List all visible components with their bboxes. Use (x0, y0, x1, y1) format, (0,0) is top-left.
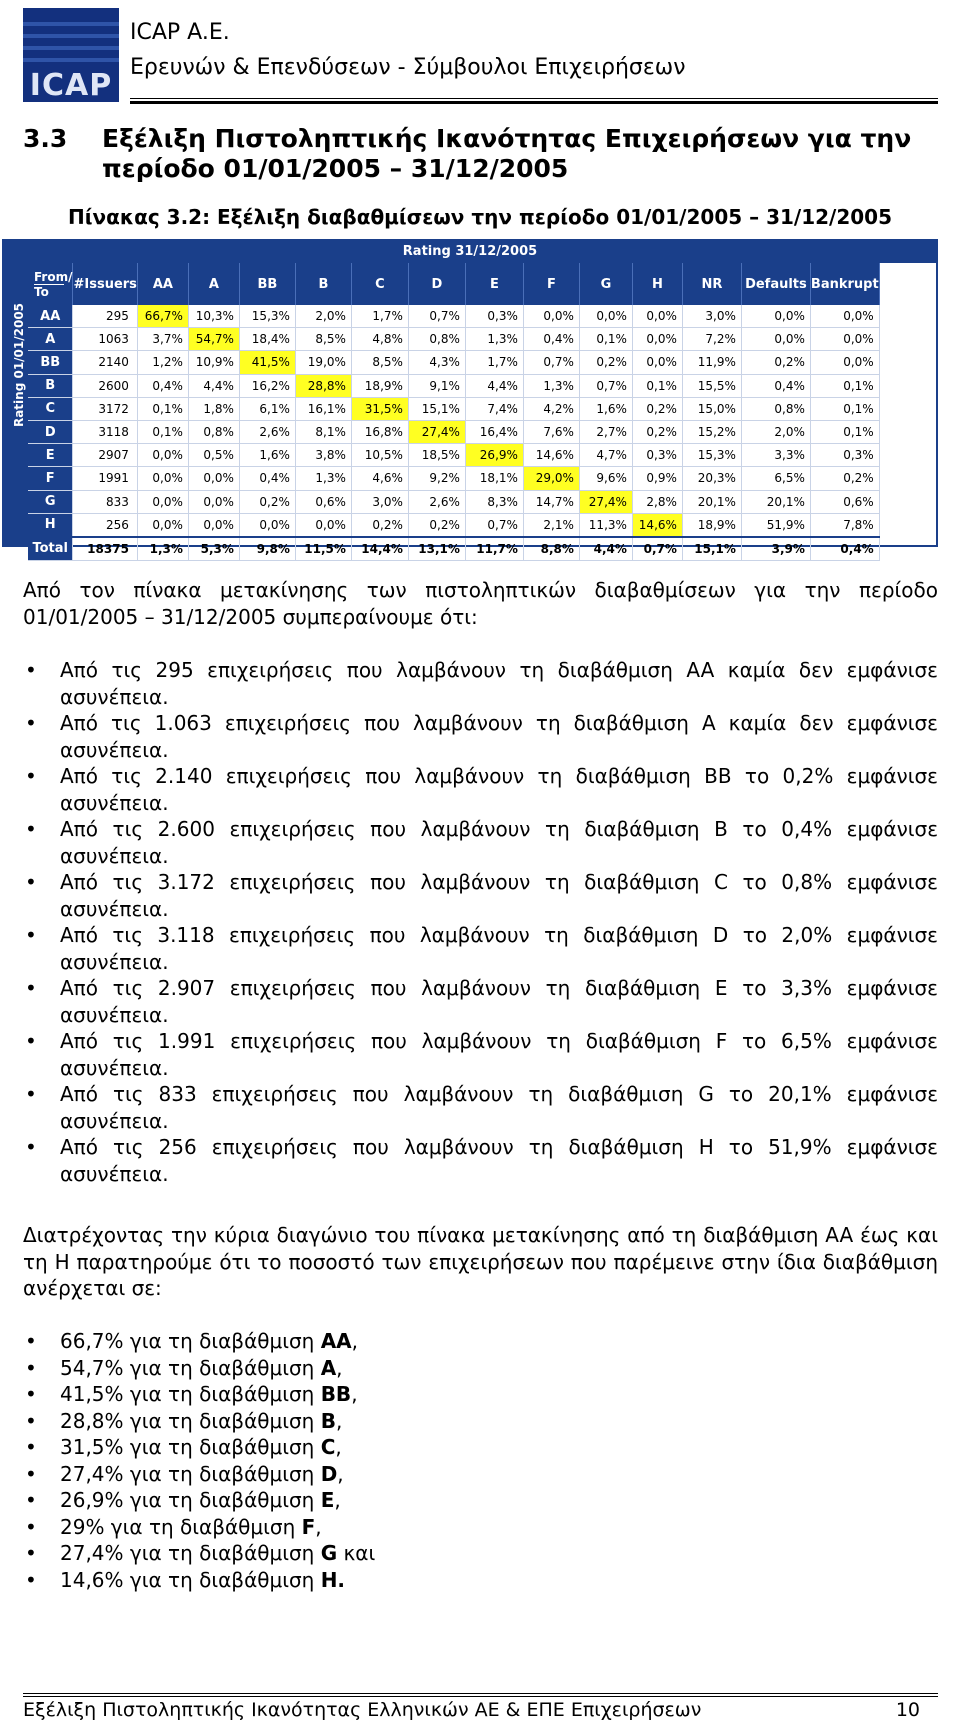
row-label: H (28, 513, 73, 537)
list-item (23, 1408, 938, 1435)
table-row (28, 467, 879, 490)
issuers-cell: 2600 (73, 374, 137, 397)
percent-cell: 0,0% (741, 328, 810, 351)
percent-cell: 4,2% (523, 397, 579, 420)
percent-cell: 4,4% (188, 374, 239, 397)
section-number: 3.3 (23, 124, 68, 153)
percent-cell: 0,2% (741, 351, 810, 374)
issuers-cell: 3118 (73, 420, 137, 443)
column-header: #Issuers (73, 263, 137, 305)
percent-cell: 1,7% (465, 351, 523, 374)
percent-cell: 0,2% (408, 513, 465, 537)
rating-code: A (320, 1355, 337, 1380)
percent-cell: 15,2% (682, 420, 741, 443)
rating-code: F (301, 1514, 316, 1539)
percent-cell: 14,4% (351, 537, 408, 561)
percent-cell: 0,3% (632, 444, 682, 467)
table-top-label: Rating 31/12/2005 (4, 241, 936, 263)
percent-cell: 8,5% (295, 328, 351, 351)
list-item (23, 1028, 938, 1081)
percent-cell: 3,0% (682, 305, 741, 328)
column-header: H (632, 263, 682, 305)
transition-grid (28, 263, 880, 561)
row-label: AA (28, 305, 73, 328)
percent-cell: 4,8% (351, 328, 408, 351)
percent-cell: 27,4% (579, 490, 632, 513)
percent-cell: 0,0% (188, 467, 239, 490)
bullet-icon: • (25, 1514, 37, 1539)
percent-cell: 8,1% (295, 420, 351, 443)
percent-cell: 20,1% (741, 490, 810, 513)
table-side-label: Rating 01/01/2005 (12, 302, 26, 428)
column-header: A (188, 263, 239, 305)
table-row (28, 374, 879, 397)
rating-code: BB (320, 1382, 352, 1406)
page-number: 10 (895, 1699, 920, 1721)
percent-cell: 0,7% (408, 305, 465, 328)
issuers-cell: 3172 (73, 397, 137, 420)
list-item-text: 66,7% για τη διαβάθμιση (60, 1329, 321, 1353)
percent-cell: 0,9% (632, 467, 682, 490)
row-label: Total (28, 537, 73, 561)
percent-cell: 1,3% (465, 328, 523, 351)
list-item (23, 1540, 938, 1567)
header-rule-thick (130, 101, 938, 104)
bullet-icon: • (25, 870, 37, 894)
percent-cell: 0,0% (239, 513, 295, 537)
table-row (28, 490, 879, 513)
percent-cell: 20,3% (682, 467, 741, 490)
percent-cell: 0,2% (632, 397, 682, 420)
percent-cell: 2,0% (741, 420, 810, 443)
table-side-bar (4, 263, 28, 545)
percent-cell: 0,8% (408, 328, 465, 351)
percent-cell: 15,1% (408, 397, 465, 420)
percent-cell: 2,1% (523, 513, 579, 537)
percent-cell: 18,9% (351, 374, 408, 397)
percent-cell: 0,0% (579, 305, 632, 328)
company-subtitle: Ερευνών & Επενδύσεων - Σύμβουλοι Επιχειρήσεων (130, 55, 686, 80)
percent-cell: 0,6% (810, 490, 879, 513)
percent-cell: 3,0% (351, 490, 408, 513)
percent-cell: 15,0% (682, 397, 741, 420)
rating-code: AA (320, 1329, 352, 1353)
rating-code: E (320, 1488, 335, 1512)
percent-cell: 11,7% (465, 537, 523, 561)
percent-cell: 7,6% (523, 420, 579, 443)
percent-cell: 54,7% (188, 328, 239, 351)
column-header: E (465, 263, 523, 305)
column-header: NR (682, 263, 741, 305)
percent-cell: 18,9% (682, 513, 741, 537)
list-item-suffix: και (337, 1541, 376, 1565)
icap-logo (23, 8, 119, 102)
percent-cell: 0,2% (351, 513, 408, 537)
list-item (23, 975, 938, 1028)
percent-cell: 0,0% (632, 328, 682, 351)
row-label: A (28, 328, 73, 351)
list-item-suffix: , (335, 1435, 342, 1459)
percent-cell: 0,5% (188, 444, 239, 467)
issuers-cell: 1991 (73, 467, 137, 490)
list-item (23, 1328, 938, 1355)
percent-cell: 7,4% (465, 397, 523, 420)
bullet-icon: • (25, 1567, 37, 1592)
list-item-text: 28,8% για τη διαβάθμιση (60, 1408, 321, 1433)
percent-cell: 0,3% (810, 444, 879, 467)
percent-cell: 0,0% (188, 513, 239, 537)
corner-from: From/ (34, 269, 73, 284)
column-header: G (579, 263, 632, 305)
footer-title: Εξέλιξη Πιστοληπτικής Ικανότητας Ελληνικών ΑΕ & ΕΠΕ Επιχειρήσεων (23, 1699, 702, 1721)
list-item (23, 1461, 938, 1488)
percent-cell: 0,1% (137, 397, 188, 420)
bullet-icon: • (25, 923, 37, 947)
row-label: BB (28, 351, 73, 374)
percent-cell: 0,0% (810, 328, 879, 351)
percent-cell: 14,7% (523, 490, 579, 513)
total-row (28, 537, 879, 561)
percent-cell: 0,0% (188, 490, 239, 513)
percent-cell: 1,3% (295, 467, 351, 490)
percent-cell: 1,6% (239, 444, 295, 467)
percent-cell: 1,2% (137, 351, 188, 374)
percent-cell: 26,9% (465, 444, 523, 467)
percent-cell: 9,8% (239, 537, 295, 561)
bullet-icon: • (25, 1355, 37, 1380)
column-header: F (523, 263, 579, 305)
percent-cell: 18,1% (465, 467, 523, 490)
logo-text: ICAP (29, 68, 113, 102)
percent-cell: 6,5% (741, 467, 810, 490)
issuers-cell: 1063 (73, 328, 137, 351)
percent-cell: 18,5% (408, 444, 465, 467)
percent-cell: 15,1% (682, 537, 741, 561)
percent-cell: 0,4% (137, 374, 188, 397)
list-item (23, 869, 938, 922)
list-item-text: Από τις 3.172 επιχειρήσεις που λαμβάνουν τη διαβάθμιση C το 0,8% εμφάνισε ασυνέπεια. (60, 870, 938, 921)
list-item-text: Από τις 295 επιχειρήσεις που λαμβάνουν τη διαβάθμιση AA καμία δεν εμφάνισε ασυνέπεια. (60, 658, 938, 709)
list-item-text: Από τις 2.600 επιχειρήσεις που λαμβάνουν τη διαβάθμιση B το 0,4% εμφάνισε ασυνέπεια. (60, 817, 938, 868)
percent-cell: 10,5% (351, 444, 408, 467)
table-row (28, 397, 879, 420)
bullet-icon: • (25, 1435, 37, 1459)
percent-cell: 27,4% (408, 420, 465, 443)
percent-cell: 15,5% (682, 374, 741, 397)
percent-cell: 0,0% (137, 490, 188, 513)
percent-cell: 0,1% (810, 374, 879, 397)
percent-cell: 3,9% (741, 537, 810, 561)
percent-cell: 4,7% (579, 444, 632, 467)
bullet-icon: • (25, 1382, 37, 1406)
percent-cell: 1,7% (351, 305, 408, 328)
list-item-text: Από τις 3.118 επιχειρήσεις που λαμβάνουν τη διαβάθμιση D το 2,0% εμφάνισε ασυνέπεια. (60, 923, 938, 974)
bullet-icon: • (25, 1082, 37, 1106)
list-item (23, 1381, 938, 1408)
list-item-text: 41,5% για τη διαβάθμιση (60, 1382, 321, 1406)
bullet-icon: • (25, 764, 37, 788)
percent-cell: 0,3% (465, 305, 523, 328)
issuers-cell: 2140 (73, 351, 137, 374)
bullet-icon: • (25, 658, 37, 682)
rating-code: G (320, 1541, 338, 1565)
list-item (23, 922, 938, 975)
percent-cell: 0,0% (137, 444, 188, 467)
list-item-text: 27,4% για τη διαβάθμιση (60, 1541, 321, 1565)
list-item (23, 1567, 938, 1594)
issuers-cell: 833 (73, 490, 137, 513)
percent-cell: 16,2% (239, 374, 295, 397)
list-item-text: Από τις 1.991 επιχειρήσεις που λαμβάνουν τη διαβάθμιση F το 6,5% εμφάνισε ασυνέπεια. (60, 1029, 938, 1080)
percent-cell: 0,2% (810, 467, 879, 490)
percent-cell: 0,1% (632, 374, 682, 397)
percent-cell: 2,7% (579, 420, 632, 443)
row-label: B (28, 374, 73, 397)
percent-cell: 2,6% (239, 420, 295, 443)
list-item (23, 816, 938, 869)
list-item (23, 710, 938, 763)
percent-cell: 8,5% (351, 351, 408, 374)
bullet-icon: • (25, 1135, 37, 1159)
column-header: B (295, 263, 351, 305)
list-item (23, 1134, 938, 1187)
section-title: Εξέλιξη Πιστοληπτικής Ικανότητας Επιχειρήσεων για την περίοδο 01/01/2005 – 31/12/2005 (102, 124, 912, 183)
percent-cell: 4,3% (408, 351, 465, 374)
percent-cell: 0,0% (810, 305, 879, 328)
percent-cell: 6,1% (239, 397, 295, 420)
percent-cell: 1,8% (188, 397, 239, 420)
table-row (28, 420, 879, 443)
list-item-text: Από τις 2.907 επιχειρήσεις που λαμβάνουν τη διαβάθμιση E το 3,3% εμφάνισε ασυνέπεια. (60, 976, 938, 1027)
percent-cell: 3,3% (741, 444, 810, 467)
percent-cell: 11,5% (295, 537, 351, 561)
percent-cell: 16,1% (295, 397, 351, 420)
company-name: ICAP A.E. (130, 20, 230, 45)
percent-cell: 2,8% (632, 490, 682, 513)
percent-cell: 1,3% (523, 374, 579, 397)
percent-cell: 0,7% (632, 537, 682, 561)
column-header: AA (137, 263, 188, 305)
list-item-suffix: , (334, 1488, 341, 1512)
bullet-icon: • (25, 1461, 37, 1486)
percent-cell: 5,3% (188, 537, 239, 561)
percent-cell: 15,3% (239, 305, 295, 328)
percent-cell: 1,6% (579, 397, 632, 420)
percent-cell: 0,0% (741, 305, 810, 328)
list-item (23, 1434, 938, 1461)
row-label: D (28, 420, 73, 443)
percent-cell: 0,4% (810, 537, 879, 561)
percent-cell: 1,3% (137, 537, 188, 561)
list-item-text: Από τις 1.063 επιχειρήσεις που λαμβάνουν τη διαβάθμιση A καμία δεν εμφάνισε ασυνέπεια. (60, 711, 938, 762)
row-label: C (28, 397, 73, 420)
list-item (23, 1487, 938, 1514)
percent-cell: 0,7% (465, 513, 523, 537)
bullet-icon: • (25, 1329, 37, 1353)
rating-code: B (320, 1408, 336, 1433)
rating-code: H. (320, 1567, 346, 1592)
list-item-suffix: , (351, 1382, 358, 1406)
percent-cell: 19,0% (295, 351, 351, 374)
percent-cell: 2,6% (408, 490, 465, 513)
list-item-text: Από τις 256 επιχειρήσεις που λαμβάνουν τη διαβάθμιση H το 51,9% εμφάνισε ασυνέπεια. (60, 1135, 938, 1186)
percent-cell: 0,2% (632, 420, 682, 443)
percent-cell: 14,6% (523, 444, 579, 467)
issuers-cell: 18375 (73, 537, 137, 561)
percent-cell: 18,4% (239, 328, 295, 351)
list-item-suffix: , (336, 1355, 343, 1380)
list-item (23, 1514, 938, 1541)
corner-from-to (28, 263, 73, 305)
bullet-icon: • (25, 1541, 37, 1565)
percent-cell: 20,1% (682, 490, 741, 513)
percent-cell: 0,0% (632, 305, 682, 328)
intro-paragraph: Από τον πίνακα μετακίνησης των πιστοληπτικών διαβαθμίσεων για την περίοδο 01/01/2005 – 31/12/2005 συμπεραίνουμε ότι: (23, 578, 938, 629)
table-row (28, 513, 879, 537)
percent-cell: 0,4% (523, 328, 579, 351)
percent-cell: 0,2% (579, 351, 632, 374)
percent-cell: 28,8% (295, 374, 351, 397)
diagonal-paragraph: Διατρέχοντας την κύρια διαγώνιο του πίνακα μετακίνησης από τη διαβάθμιση AA έως και τη H παρατηρούμε ότι το ποσοστό των επιχειρήσεων που παρέμεινε στην ίδια διαβάθμιση ανέρχεται σε: (23, 1223, 938, 1300)
percent-cell: 10,3% (188, 305, 239, 328)
list-item (23, 1355, 938, 1382)
percent-cell: 66,7% (137, 305, 188, 328)
percent-cell: 0,8% (741, 397, 810, 420)
percent-cell: 13,1% (408, 537, 465, 561)
percent-cell: 29,0% (523, 467, 579, 490)
list-item-suffix: , (337, 1461, 344, 1486)
table-row (28, 328, 879, 351)
percent-cell: 9,6% (579, 467, 632, 490)
percent-cell: 4,6% (351, 467, 408, 490)
percent-cell: 31,5% (351, 397, 408, 420)
bullet-icon: • (25, 976, 37, 1000)
percent-cell: 7,2% (682, 328, 741, 351)
percent-cell: 11,3% (579, 513, 632, 537)
percent-cell: 0,4% (741, 374, 810, 397)
percent-cell: 0,6% (295, 490, 351, 513)
table-row (28, 305, 879, 328)
page-header (23, 8, 938, 102)
percent-cell: 4,4% (465, 374, 523, 397)
list-item-text: 26,9% για τη διαβάθμιση (60, 1488, 321, 1512)
bullet-icon: • (25, 817, 37, 841)
percent-cell: 9,2% (408, 467, 465, 490)
percent-cell: 3,7% (137, 328, 188, 351)
column-header: BB (239, 263, 295, 305)
table-caption: Πίνακας 3.2: Εξέλιξη διαβαθμίσεων την περίοδο 01/01/2005 – 31/12/2005 (67, 205, 893, 229)
table-row (28, 351, 879, 374)
percent-cell: 0,7% (523, 351, 579, 374)
percent-cell: 11,9% (682, 351, 741, 374)
percent-cell: 14,6% (632, 513, 682, 537)
percent-cell: 10,9% (188, 351, 239, 374)
list-item-text: 27,4% για τη διαβάθμιση (60, 1461, 321, 1486)
bullet-icon: • (25, 1408, 37, 1433)
column-header: Bankrupt (810, 263, 879, 305)
list-item-text: Από τις 2.140 επιχειρήσεις που λαμβάνουν τη διαβάθμιση BB το 0,2% εμφάνισε ασυνέπεια. (60, 764, 938, 815)
bullet-icon: • (25, 1029, 37, 1053)
rating-code: C (320, 1435, 336, 1459)
list-item-text: 54,7% για τη διαβάθμιση (60, 1355, 321, 1380)
issuers-cell: 2907 (73, 444, 137, 467)
percent-cell: 16,8% (351, 420, 408, 443)
list-item-suffix: , (315, 1514, 322, 1539)
row-label: E (28, 444, 73, 467)
percent-cell: 8,8% (523, 537, 579, 561)
percent-cell: 0,1% (810, 420, 879, 443)
footer-rule-2 (23, 1696, 938, 1697)
percent-cell: 16,4% (465, 420, 523, 443)
column-header: D (408, 263, 465, 305)
percent-cell: 3,8% (295, 444, 351, 467)
percent-cell: 51,9% (741, 513, 810, 537)
list-item (23, 657, 938, 710)
list-item-suffix: , (351, 1329, 359, 1353)
percent-cell: 0,4% (239, 467, 295, 490)
column-header: Defaults (741, 263, 810, 305)
table-row (28, 444, 879, 467)
percent-cell: 0,0% (810, 351, 879, 374)
percent-cell: 15,3% (682, 444, 741, 467)
percent-cell: 0,8% (188, 420, 239, 443)
percent-cell: 4,4% (579, 537, 632, 561)
percent-cell: 0,1% (810, 397, 879, 420)
row-label: F (28, 467, 73, 490)
issuers-cell: 256 (73, 513, 137, 537)
percent-cell: 0,7% (579, 374, 632, 397)
bullet-icon: • (25, 711, 37, 735)
header-rule (130, 98, 938, 99)
default-bullet-list (23, 657, 938, 1187)
percent-cell: 0,0% (632, 351, 682, 374)
percent-cell: 0,0% (295, 513, 351, 537)
column-header: C (351, 263, 408, 305)
list-item-text: Από τις 833 επιχειρήσεις που λαμβάνουν τη διαβάθμιση G το 20,1% εμφάνισε ασυνέπεια. (60, 1082, 938, 1133)
row-label: G (28, 490, 73, 513)
list-item (23, 763, 938, 816)
diagonal-bullet-list (23, 1328, 938, 1593)
percent-cell: 0,1% (137, 420, 188, 443)
percent-cell: 0,0% (137, 513, 188, 537)
rating-code: D (320, 1461, 338, 1486)
list-item-text: 31,5% για τη διαβάθμιση (60, 1435, 321, 1459)
list-item-text: 29% για τη διαβάθμιση (60, 1514, 302, 1539)
percent-cell: 9,1% (408, 374, 465, 397)
bullet-icon: • (25, 1488, 37, 1512)
percent-cell: 41,5% (239, 351, 295, 374)
corner-to: To (34, 284, 64, 299)
percent-cell: 0,0% (523, 305, 579, 328)
percent-cell: 0,0% (137, 467, 188, 490)
percent-cell: 0,1% (579, 328, 632, 351)
list-item-text: 14,6% για τη διαβάθμιση (60, 1567, 321, 1592)
percent-cell: 0,2% (239, 490, 295, 513)
list-item (23, 1081, 938, 1134)
percent-cell: 2,0% (295, 305, 351, 328)
list-item-suffix: , (335, 1408, 343, 1433)
footer-rule (23, 1693, 938, 1694)
rating-transition-table (2, 239, 938, 557)
issuers-cell: 295 (73, 305, 137, 328)
percent-cell: 7,8% (810, 513, 879, 537)
percent-cell: 8,3% (465, 490, 523, 513)
